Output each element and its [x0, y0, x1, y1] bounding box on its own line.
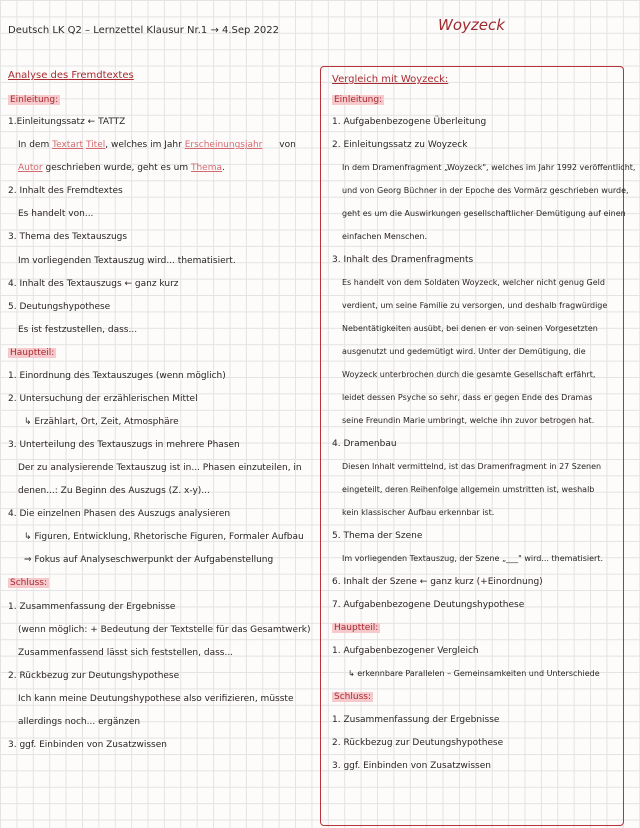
page-title: Woyzeck [438, 16, 505, 34]
text: In dem [18, 140, 50, 150]
left-line-12: 2. Untersuchung der erzählerischen Mittel [8, 394, 198, 404]
left-line-16: denen...: Zu Beginn des Auszugs (Z. x-y)... [18, 486, 210, 496]
left-line-6: 3. Thema des Textauszugs [8, 232, 128, 242]
left-line-22: Zusammenfassend lässt sich feststellen, dass... [18, 648, 234, 658]
left-schluss-label: Schluss: [10, 578, 47, 588]
left-line-4: 2. Inhalt des Fremdtextes [8, 186, 123, 196]
right-line-27: 3. ggf. Einbinden von Zusatzwissen [332, 761, 491, 771]
left-line-26: 3. ggf. Einbinden von Zusatzwissen [8, 740, 167, 750]
left-line-3: Autor geschrieben wurde, geht es um Thema. [18, 163, 225, 173]
right-line-4: und von Georg Büchner in der Epoche des Vormärz geschrieben wurde, [342, 186, 629, 195]
right-line-15: 4. Dramenbau [332, 439, 397, 449]
placeholder-titel: Titel [85, 140, 106, 150]
right-line-7: 3. Inhalt des Dramenfragments [332, 255, 474, 265]
left-line-9: 5. Deutungshypothese [8, 302, 111, 312]
placeholder-autor: Autor [18, 163, 43, 173]
left-line-10: Es ist festzustellen, dass... [18, 325, 138, 335]
right-einleitung-label: Einleitung: [334, 95, 383, 105]
left-line-25: allerdings noch... ergänzen [18, 717, 141, 727]
right-line-20: Im vorliegenden Textauszug, der Szene „___" wird... thematisiert. [342, 554, 603, 563]
right-line-17: eingeteilt, deren Reihenfolge allgemein umstritten ist, weshalb [342, 485, 595, 494]
right-line-10: Nebentätigkeiten ausübt, bei denen er von seinen Vorgesetzten [342, 324, 598, 333]
placeholder-thema: Thema [190, 163, 223, 173]
left-line-23: 2. Rückbezug zur Deutungshypothese [8, 671, 180, 681]
left-line-14: 3. Unterteilung des Textauszugs in mehrere Phasen [8, 440, 240, 450]
right-schluss-label: Schluss: [334, 692, 371, 702]
left-line-1: 1.Einleitungssatz ← TATTZ [8, 117, 126, 127]
right-line-9: verdient, um seine Familie zu versorgen, und deshalb fragwürdige [342, 301, 608, 310]
left-line-5: Es handelt von... [18, 209, 94, 219]
right-line-11: ausgenutzt und gedemütigt wird. Unter der Demütigung, die [342, 347, 586, 356]
left-line-2 [18, 140, 296, 150]
right-line-12: Woyzeck unterbrochen durch die gesamte Gesellschaft erfährt, [342, 370, 596, 379]
left-line-24: Ich kann meine Deutungshypothese also verifizieren, müsste [18, 694, 294, 704]
right-line-26: 2. Rückbezug zur Deutungshypothese [332, 738, 504, 748]
text: , welches im Jahr [105, 140, 182, 150]
right-line-1: 1. Aufgabenbezogene Überleitung [332, 117, 487, 127]
right-line-18: kein klassischer Aufbau erkennbar ist. [342, 508, 495, 517]
left-line-21: (wenn möglich: + Bedeutung der Textstelle für das Gesamtwerk) [18, 625, 311, 635]
right-line-19: 5. Thema der Szene [332, 531, 423, 541]
course-header: Deutsch LK Q2 – Lernzettel Klausur Nr.1 → 4.Sep 2022 [8, 25, 280, 36]
left-line-13: ↳ Erzählart, Ort, Zeit, Atmosphäre [24, 417, 179, 427]
placeholder-textart: Textart [52, 140, 84, 150]
right-hauptteil-label: Hauptteil: [334, 623, 379, 633]
right-line-6: einfachen Menschen. [342, 232, 428, 241]
left-heading: Analyse des Fremdtextes [8, 70, 134, 81]
left-line-11: 1. Einordnung des Textauszuges (wenn möglich) [8, 371, 226, 381]
left-line-15: Der zu analysierende Textauszug ist in... Phasen einzuteilen, in [18, 463, 302, 473]
right-line-13: leidet dessen Psyche so sehr, dass er gegen Ende des Dramas [342, 393, 593, 402]
right-line-25: 1. Zusammenfassung der Ergebnisse [332, 715, 500, 725]
right-line-21: 6. Inhalt der Szene ← ganz kurz (+Einordnung) [332, 577, 543, 587]
right-heading: Vergleich mit Woyzeck: [332, 74, 449, 85]
right-line-22: 7. Aufgabenbezogene Deutungshypothese [332, 600, 525, 610]
left-line-7: Im vorliegenden Textauszug wird... thematisiert. [18, 256, 236, 266]
left-line-20: 1. Zusammenfassung der Ergebnisse [8, 602, 176, 612]
right-line-24: ↳ erkennbare Parallelen – Gemeinsamkeiten und Unterschiede [348, 669, 600, 678]
text: von [279, 140, 296, 150]
right-line-2: 2. Einleitungssatz zu Woyzeck [332, 140, 468, 150]
text: geschrieben wurde, geht es um [45, 163, 189, 173]
right-line-5: geht es um die Auswirkungen gesellschaftlicher Demütigung auf einen [342, 209, 626, 218]
left-line-18: ↳ Figuren, Entwicklung, Rhetorische Figuren, Formaler Aufbau [24, 532, 304, 542]
right-line-3: In dem Dramenfragment „Woyzeck", welches im Jahr 1992 veröffentlicht, [342, 163, 636, 172]
right-line-14: seine Freundin Marie umbringt, welche ihn zuvor betrogen hat. [342, 416, 595, 425]
left-line-8: 4. Inhalt des Textauszugs ← ganz kurz [8, 279, 179, 289]
left-line-17: 4. Die einzelnen Phasen des Auszugs analysieren [8, 509, 231, 519]
left-hauptteil-label: Hauptteil: [10, 348, 55, 358]
placeholder-erscheinungsjahr: Erscheinungsjahr [184, 140, 263, 150]
right-line-16: Diesen Inhalt vermittelnd, ist das Dramenfragment in 27 Szenen [342, 462, 602, 471]
left-einleitung-label: Einleitung: [10, 95, 59, 105]
right-line-8: Es handelt von dem Soldaten Woyzeck, welcher nicht genug Geld [342, 278, 605, 287]
left-line-19: ⇒ Fokus auf Analyseschwerpunkt der Aufgabenstellung [24, 555, 274, 565]
right-line-23: 1. Aufgabenbezogener Vergleich [332, 646, 479, 656]
